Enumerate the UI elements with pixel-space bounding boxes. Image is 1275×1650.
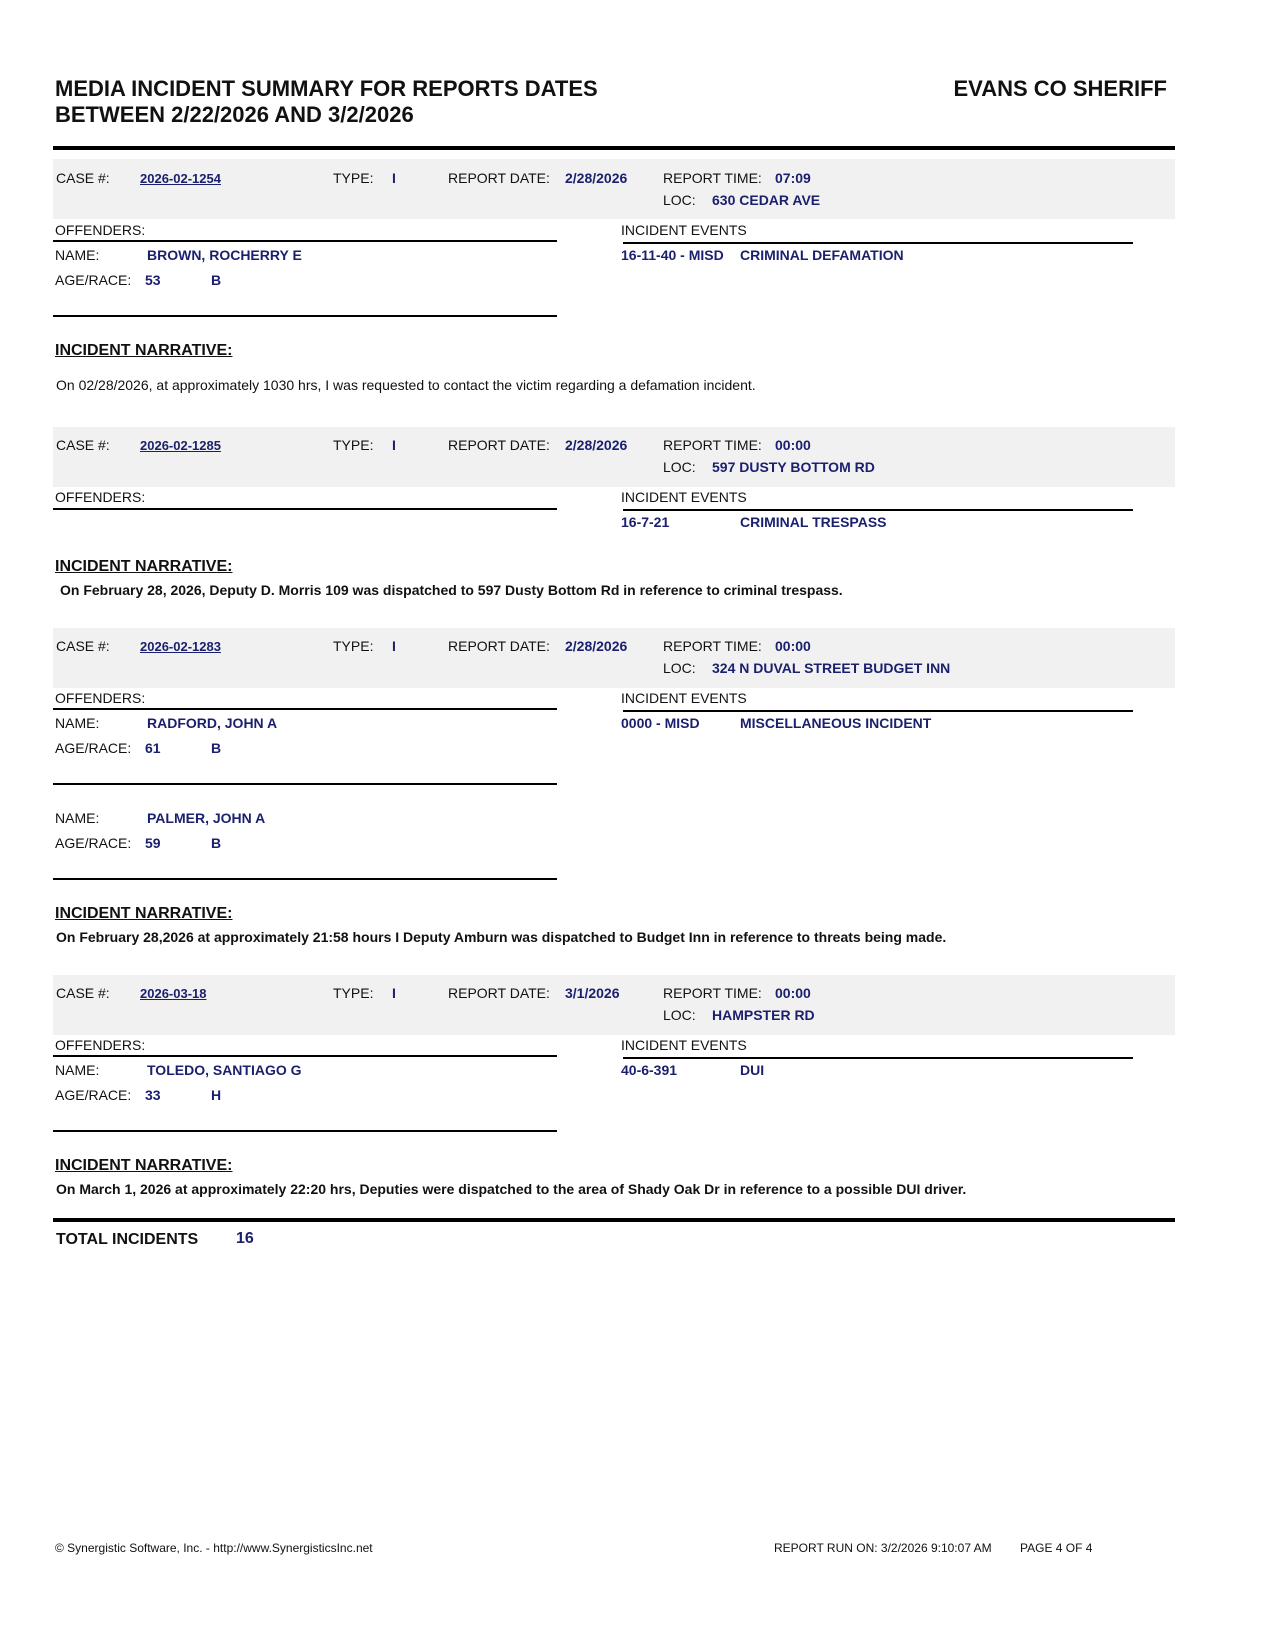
offender-name: BROWN, ROCHERRY E [147,247,302,263]
report-date-value: 2/28/2026 [565,638,628,654]
loc-label: LOC: [663,660,696,676]
report-time-value: 07:09 [775,170,811,186]
total-incidents-label: TOTAL INCIDENTS [56,1231,199,1248]
offender-age: 61 [145,740,161,756]
header-divider [53,146,1175,150]
case-number-link[interactable]: 2026-02-1254 [140,171,221,186]
age-race-label: AGE/RACE: [55,272,132,288]
report-date-value: 2/28/2026 [565,170,628,186]
incident-events-label: INCIDENT EVENTS [621,690,747,706]
type-label: TYPE: [333,437,374,453]
events-divider [623,509,1133,511]
events-divider [623,1057,1133,1059]
narrative-heading: INCIDENT NARRATIVE: [55,905,233,922]
event-code: 16-11-40 - MISD [621,247,724,263]
report-date-value: 3/1/2026 [565,985,620,1001]
case-number-link[interactable]: 2026-02-1283 [140,639,221,654]
loc-value: HAMPSTER RD [712,1007,815,1023]
event-code: 16-7-21 [621,514,670,530]
offenders-label: OFFENDERS: [55,489,146,505]
name-label: NAME: [55,715,100,731]
case-header-band [53,427,1175,487]
offender-divider [53,315,557,317]
incident-events-label: INCIDENT EVENTS [621,489,747,505]
loc-label: LOC: [663,192,696,208]
offenders-divider [53,508,557,510]
offenders-label: OFFENDERS: [55,690,146,706]
incident-events-label: INCIDENT EVENTS [621,222,747,238]
offenders-label: OFFENDERS: [55,222,146,238]
narrative-text: On February 28,2026 at approximately 21:58 hours I Deputy Amburn was dispatched to Budget Inn in reference to threats being made. [56,929,947,945]
report-time-value: 00:00 [775,638,811,654]
offenders-label: OFFENDERS: [55,1037,146,1053]
offender-name: TOLEDO, SANTIAGO G [147,1062,302,1078]
offender-age: 33 [145,1087,161,1103]
narrative-text: On March 1, 2026 at approximately 22:20 hrs, Deputies were dispatched to the area of Shady Oak Dr in reference to a possible DUI driver. [56,1181,967,1197]
case-label: CASE #: [56,638,110,654]
loc-value: 597 DUSTY BOTTOM RD [712,459,875,475]
offenders-divider [53,708,557,710]
total-incidents-value: 16 [236,1230,254,1247]
age-race-label: AGE/RACE: [55,1087,132,1103]
report-date-label: REPORT DATE: [448,437,550,453]
type-value: I [392,985,396,1001]
narrative-text: On February 28, 2026, Deputy D. Morris 109 was dispatched to 597 Dusty Bottom Rd in reference to criminal trespass. [60,582,843,598]
report-time-label: REPORT TIME: [663,170,762,186]
case-label: CASE #: [56,437,110,453]
offender-race: B [211,835,222,851]
name-label: NAME: [55,810,100,826]
name-label: NAME: [55,247,100,263]
case-label: CASE #: [56,170,110,186]
events-divider [623,710,1133,712]
offender-race: B [211,272,222,288]
type-label: TYPE: [333,170,374,186]
type-label: TYPE: [333,638,374,654]
loc-label: LOC: [663,1007,696,1023]
event-description: MISCELLANEOUS INCIDENT [740,715,932,731]
loc-value: 324 N DUVAL STREET BUDGET INN [712,660,951,676]
narrative-heading: INCIDENT NARRATIVE: [55,342,233,359]
offender-age: 59 [145,835,161,851]
offender-divider [53,783,557,785]
type-value: I [392,437,396,453]
offender-divider [53,1130,557,1132]
report-date-label: REPORT DATE: [448,170,550,186]
event-code: 0000 - MISD [621,715,700,731]
report-time-label: REPORT TIME: [663,985,762,1001]
age-race-label: AGE/RACE: [55,835,132,851]
report-date-label: REPORT DATE: [448,985,550,1001]
type-value: I [392,170,396,186]
report-time-value: 00:00 [775,437,811,453]
totals-divider [53,1218,1175,1222]
event-code: 40-6-391 [621,1062,678,1078]
offender-name: PALMER, JOHN A [147,810,266,826]
event-description: DUI [740,1062,765,1078]
name-label: NAME: [55,1062,100,1078]
report-time-label: REPORT TIME: [663,638,762,654]
offender-race: H [211,1087,222,1103]
report-title-line2: BETWEEN 2/22/2026 AND 3/2/2026 [55,102,414,127]
loc-value: 630 CEDAR AVE [712,192,821,208]
type-value: I [392,638,396,654]
report-date-value: 2/28/2026 [565,437,628,453]
narrative-heading: INCIDENT NARRATIVE: [55,1157,233,1174]
footer-copyright: © Synergistic Software, Inc. - http://www.SynergisticsInc.net [55,1541,373,1555]
events-divider [623,242,1133,244]
narrative-heading: INCIDENT NARRATIVE: [55,558,233,575]
case-number-link[interactable]: 2026-02-1285 [140,438,221,453]
report-time-label: REPORT TIME: [663,437,762,453]
report-time-value: 00:00 [775,985,811,1001]
offender-name: RADFORD, JOHN A [147,715,278,731]
case-header-band [53,628,1175,688]
case-header-band [53,975,1175,1035]
incident-events-label: INCIDENT EVENTS [621,1037,747,1053]
offenders-divider [53,1055,557,1057]
agency-name: EVANS CO SHERIFF [953,76,1167,101]
narrative-text: On 02/28/2026, at approximately 1030 hrs, I was requested to contact the victim regarding a defamation incident. [56,377,756,393]
report-date-label: REPORT DATE: [448,638,550,654]
case-number-link[interactable]: 2026-03-18 [140,986,207,1001]
type-label: TYPE: [333,985,374,1001]
case-header-band [53,159,1175,219]
event-description: CRIMINAL TRESPASS [740,514,887,530]
loc-label: LOC: [663,459,696,475]
offender-age: 53 [145,272,161,288]
report-title-line1: MEDIA INCIDENT SUMMARY FOR REPORTS DATES [55,76,598,101]
footer-page-number: PAGE 4 OF 4 [1020,1541,1093,1555]
offender-divider [53,878,557,880]
case-label: CASE #: [56,985,110,1001]
footer-report-run: REPORT RUN ON: 3/2/2026 9:10:07 AM [774,1541,992,1555]
offender-race: B [211,740,222,756]
offenders-divider [53,240,557,242]
event-description: CRIMINAL DEFAMATION [740,247,904,263]
age-race-label: AGE/RACE: [55,740,132,756]
